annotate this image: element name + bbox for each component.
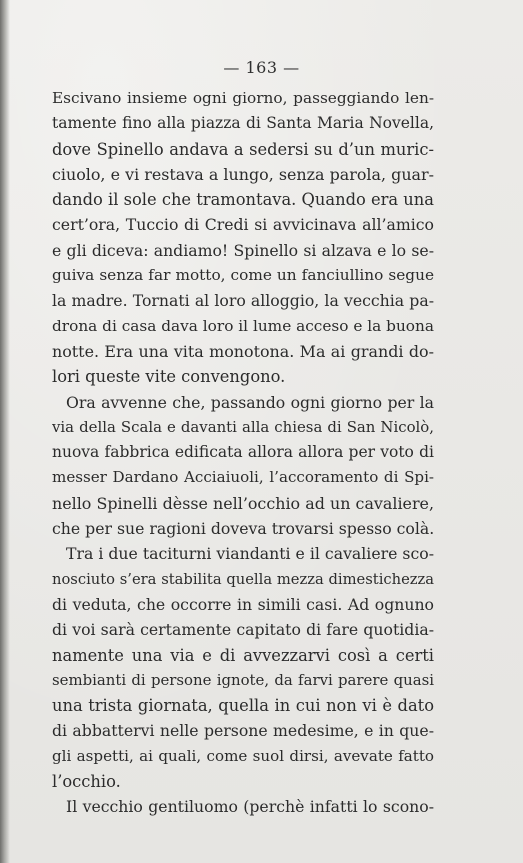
- text-line: dando il sole che tramontava. Quando era una: [52, 190, 434, 210]
- text-line: l’occhio.: [52, 772, 121, 792]
- text-line: nuova fabbrica edificata allora allora per voto di: [52, 443, 434, 462]
- text-line: Escivano insieme ogni giorno, passeggiando len-: [52, 89, 434, 107]
- text-line: una trista giornata, quella in cui non vi è dato: [52, 696, 434, 716]
- text-line: Ora avvenne che, passando ogni giorno per la: [66, 392, 434, 412]
- text-line: nosciuto s’era stabilita quella mezza dimestichezza: [52, 570, 434, 588]
- text-line: notte. Era una vita monotona. Ma ai grandi do-: [52, 341, 434, 361]
- text-line: nello Spinelli dèsse nell’occhio ad un cavaliere,: [52, 493, 434, 513]
- page-number: — 163 —: [223, 58, 300, 77]
- text-line: di abbattervi nelle persone medesime, e in que-: [52, 721, 434, 741]
- text-line: guiva senza far motto, come un fanciullino segue: [52, 266, 434, 285]
- text-line: di veduta, che occorre in simili casi. Ad ognuno: [52, 594, 434, 614]
- text-line: Tra i due taciturni viandanti e il cavaliere sco-: [66, 544, 434, 564]
- text-line: ciuolo, e vi restava a lungo, senza parola, guar-: [52, 164, 434, 184]
- body-text: [52, 86, 434, 820]
- text-line: che per sue ragioni doveva trovarsi spesso colà.: [52, 519, 434, 539]
- text-line: gli aspetti, ai quali, come suol dirsi, avevate fatto: [52, 746, 434, 765]
- page-gutter-shadow: [0, 0, 10, 863]
- text-line: messer Dardano Acciaiuoli, l’accoramento di Spi-: [52, 468, 434, 487]
- text-line: namente una via e di avvezzarvi così a certi: [52, 645, 434, 665]
- text-line: tamente fino alla piazza di Santa Maria Novella,: [52, 114, 434, 133]
- text-line: sembianti di persone ignote, da farvi parere quasi: [52, 670, 434, 689]
- text-line: lori queste vite convengono.: [52, 367, 286, 387]
- text-line: dove Spinello andava a sedersi su d’un muric-: [52, 139, 434, 159]
- text-line: cert’ora, Tuccio di Credi si avvicinava all’amico: [52, 215, 434, 235]
- text-line: drona di casa dava loro il lume acceso e la buona: [52, 316, 434, 335]
- text-line: Il vecchio gentiluomo (perchè infatti lo scono-: [66, 797, 434, 817]
- text-line: di voi sarà certamente capitato di fare quotidia-: [52, 620, 434, 640]
- text-line: via della Scala e davanti alla chiesa di San Nicolò,: [52, 417, 434, 436]
- text-line: e gli diceva: andiamo! Spinello si alzava e lo se-: [52, 240, 434, 260]
- text-line: la madre. Tornati al loro alloggio, la vecchia pa-: [52, 291, 434, 311]
